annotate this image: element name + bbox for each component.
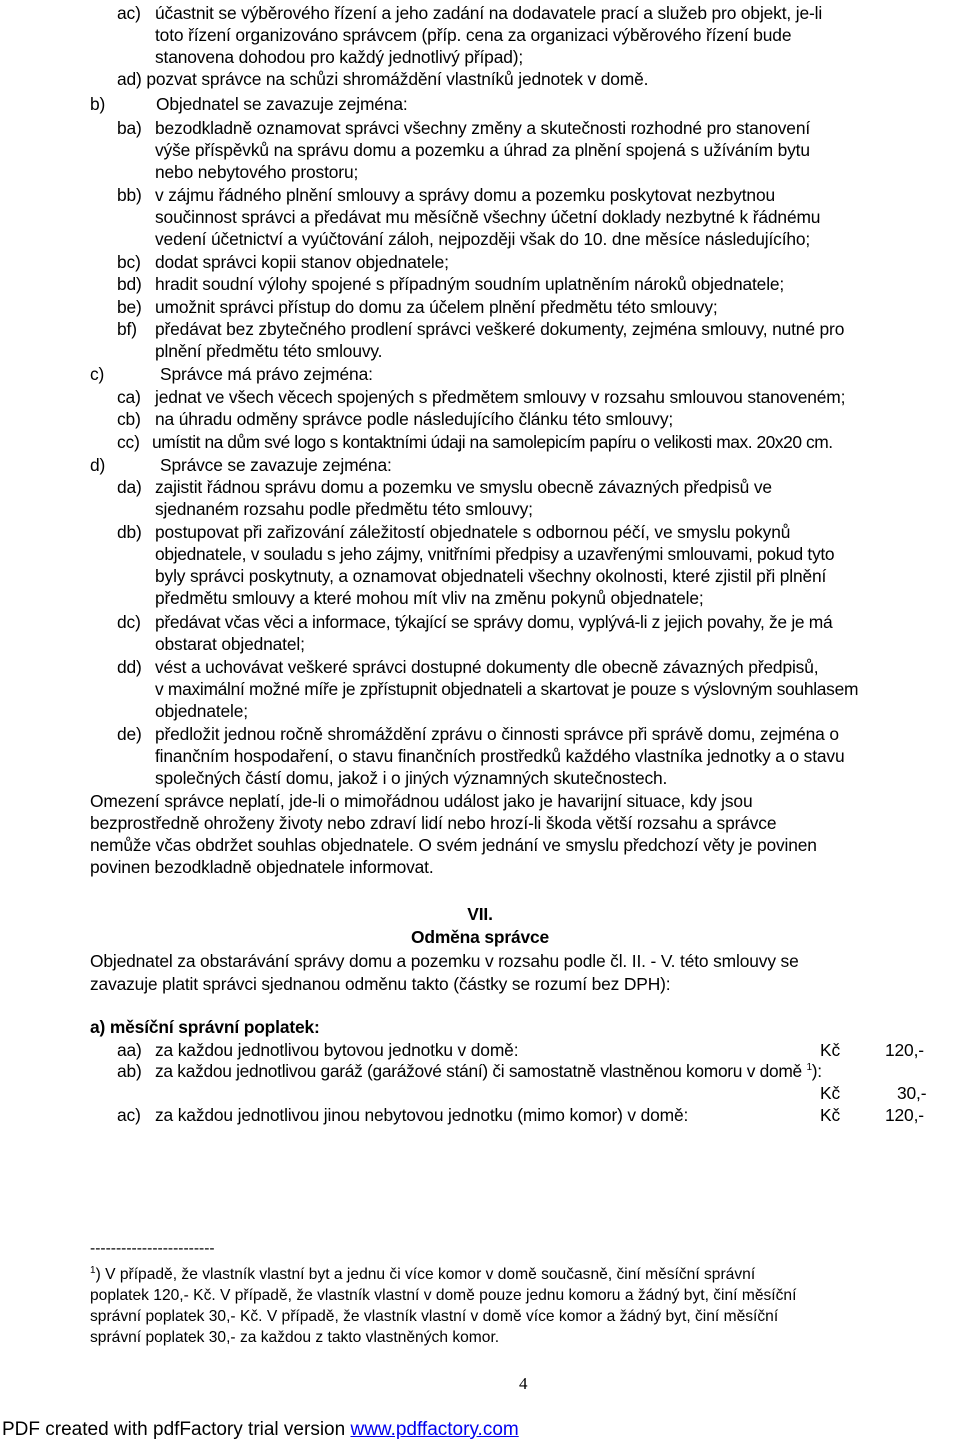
item-label-be: be) xyxy=(117,297,142,317)
item-label-dd: dd) xyxy=(117,657,142,677)
item-label-da: da) xyxy=(117,477,142,497)
item-db-line: postupovat při zařizování záležitostí objednatele s odbornou péčí, ve smyslu pokynů xyxy=(155,522,791,542)
item-label-ba: ba) xyxy=(117,118,142,138)
item-ba-line: bezodkladně oznamovat správci všechny změny a skutečnosti rozhodné pro stanovení xyxy=(155,118,811,138)
pdf-footer-text: PDF created with pdfFactory trial version xyxy=(2,1419,351,1440)
footnote-ref[interactable]: 1 xyxy=(806,1062,812,1074)
item-dd-line: objednatele; xyxy=(155,701,248,721)
item-label-de: de) xyxy=(117,724,142,744)
item-label-db: db) xyxy=(117,522,142,542)
item-dd-line: vést a uchovávat veškeré správci dostupné dokumenty dle obecně závazných předpisů, xyxy=(155,657,819,677)
item-label-bf: bf) xyxy=(117,319,137,339)
item-label-ac: ac) xyxy=(117,3,141,23)
item-bc-line: dodat správci kopii stanov objednatele; xyxy=(155,252,449,272)
fee-aa-text: za každou jednotlivou bytovou jednotku v domě: xyxy=(155,1040,519,1060)
item-bb-line: součinnost správci a předávat mu měsíčně všechny účetní doklady nezbytné k řádnému xyxy=(155,207,821,227)
item-da-line: sjednaném rozsahu podle předmětu této smlouvy; xyxy=(155,499,533,519)
footnote-line: poplatek 120,- Kč. V případě, že vlastník vlastní v domě pouze jednu komoru a žádný byt, činí měsíční xyxy=(90,1287,797,1304)
item-label-ab: ab) xyxy=(117,1061,142,1081)
article-number: VII. xyxy=(467,904,493,924)
item-de-line: společných částí domu, jakož i o jiných významných skutečnostech. xyxy=(155,768,668,788)
paragraph-line: povinen bezodkladně objednatele informovat. xyxy=(90,857,434,877)
fee-aa-currency: Kč xyxy=(820,1040,840,1060)
section-b-heading: Objednatel se zavazuje zejména: xyxy=(156,94,408,114)
page-number: 4 xyxy=(519,1374,528,1393)
pdffactory-link[interactable]: www.pdffactory.com xyxy=(350,1419,519,1440)
item-label-cb: cb) xyxy=(117,409,141,429)
item-ba-line: výše příspěvků na správu domu a pozemku a úhrad za plnění spojená s užíváním bytu xyxy=(155,140,810,160)
item-ac-line: toto řízení organizováno správcem (příp. cena za organizaci výběrového řízení bude xyxy=(155,25,792,45)
section-d-heading: Správce se zavazuje zejména: xyxy=(160,455,392,475)
fees-heading: a) měsíční správní poplatek: xyxy=(90,1017,320,1037)
item-label-cc: cc) xyxy=(117,432,140,452)
item-de-line: finančním hospodaření, o stavu finančních prostředků každého vlastníka jednotky a o stavu xyxy=(155,746,845,766)
item-bf-line: předávat bez zbytečného prodlení správci veškeré dokumenty, zejména smlouvy, nutné pro xyxy=(155,319,845,339)
section-c-label: c) xyxy=(90,364,105,384)
footnote-line: správní poplatek 30,- za každou z takto vlastněných komor. xyxy=(90,1329,500,1346)
item-ad-line: ad) pozvat správce na schůzi shromáždění vlastníků jednotek v domě. xyxy=(117,69,649,89)
item-cc-line: umístit na dům své logo s kontaktními údaji na samolepicím papíru o velikosti max. 20x20 cm. xyxy=(152,432,833,452)
fee-ab-suffix: ): xyxy=(811,1061,822,1081)
item-db-line: objednatele, v souladu s jeho zájmy, vnitřními předpisy a uzavřenými smlouvami, pokud tyto xyxy=(155,544,835,564)
section-c-heading: Správce má právo zejména: xyxy=(160,364,373,384)
item-ac-line: účastnit se výběrového řízení a jeho zadání na dodavatele prací a služeb pro objekt, je-li xyxy=(155,3,823,23)
item-db-line: byly správci poskytnuty, a oznamovat objednateli všechny okolnosti, které zjistil při plnění xyxy=(155,566,827,586)
paragraph-line: nemůže včas obdržet souhlas objednatele. O svém jednání ve smyslu předchozí věty je povinen xyxy=(90,835,817,855)
section-b-label: b) xyxy=(90,94,106,114)
item-label-bd: bd) xyxy=(117,274,142,294)
item-be-line: umožnit správci přístup do domu za účelem plnění předmětu této smlouvy; xyxy=(155,297,718,317)
pdf-footer xyxy=(2,1419,519,1441)
item-dc-line: předávat včas věci a informace, týkající se správy domu, vyplývá-li z jejich povahy, že je má xyxy=(155,612,833,632)
item-da-line: zajistit řádnou správu domu a pozemku ve smyslu obecně závazných předpisů ve xyxy=(155,477,772,497)
item-ac-line: stanovena dohodou pro každý jednotlivý případ); xyxy=(155,47,524,67)
fee-ab-text xyxy=(155,1060,822,1082)
item-bb-line: vedení účetnictví a vyúčtování záloh, nejpozději však do 10. dne měsíce následujícího; xyxy=(155,229,811,249)
item-label-ac2: ac) xyxy=(117,1105,141,1125)
item-label-ca: ca) xyxy=(117,387,141,407)
fee-ab-text-main: za každou jednotlivou garáž (garážové stání) či samostatně vlastněnou komoru v domě xyxy=(155,1061,802,1081)
item-dc-line: obstarat objednatel; xyxy=(155,634,305,654)
item-bb-line: v zájmu řádného plnění smlouvy a správy domu a pozemku poskytovat nezbytnou xyxy=(155,185,775,205)
footnote-text: V případě, že vlastník vlastní byt a jednu či více komor v domě současně, činí měsíční správní xyxy=(105,1266,756,1283)
fee-ab-currency: Kč xyxy=(820,1083,840,1103)
footnote-line xyxy=(90,1264,755,1285)
section-d-label: d) xyxy=(90,455,106,475)
item-cb-line: na úhradu odměny správce podle následujícího článku této smlouvy; xyxy=(155,409,674,429)
paragraph-line: bezprostředně ohroženy životy nebo zdraví lidí nebo hrozí-li škoda větší rozsahu a správce xyxy=(90,813,777,833)
fee-ac-text: za každou jednotlivou jinou nebytovou jednotku (mimo komor) v domě: xyxy=(155,1105,689,1125)
item-ba-line: nebo nebytového prostoru; xyxy=(155,162,359,182)
item-dd-line: v maximální možné míře je zpřístupnit objednateli a skartovat je pouze s výslovným souhlasem xyxy=(155,679,859,699)
item-de-line: předložit jednou ročně shromáždění zprávu o činnosti správce při správě domu, zejména o xyxy=(155,724,839,744)
item-db-line: předmětu smlouvy a které mohou mít vliv na změnu pokynů objednatele; xyxy=(155,588,704,608)
article-intro-line: Objednatel za obstarávání správy domu a pozemku v rozsahu podle čl. II. - V. této smlouvy se xyxy=(90,951,799,971)
footnote-line: správní poplatek 30,- Kč. V případě, že vlastník vlastní v domě více komor a žádný byt, činí měsíční xyxy=(90,1308,779,1325)
item-label-dc: dc) xyxy=(117,612,141,632)
article-title: Odměna správce xyxy=(410,927,550,947)
footnote-separator: ------------------------ xyxy=(90,1240,215,1257)
item-label-aa: aa) xyxy=(117,1040,142,1060)
item-bd-line: hradit soudní výlohy spojené s případným soudním uplatněním nároků objednatele; xyxy=(155,274,785,294)
fee-aa-amount: 120,- xyxy=(885,1040,924,1060)
item-ca-line: jednat ve všech věcech spojených s předmětem smlouvy v rozsahu smlouvou stanoveném; xyxy=(155,387,846,407)
footnote-marker: 1 xyxy=(90,1264,96,1276)
footnote-marker-close: ) xyxy=(95,1266,101,1283)
fee-ac-currency: Kč xyxy=(820,1105,840,1125)
paragraph-line: Omezení správce neplatí, jde-li o mimořádnou událost jako je havarijní situace, kdy jsou xyxy=(90,791,753,811)
item-label-bc: bc) xyxy=(117,252,141,272)
fee-ac-amount: 120,- xyxy=(885,1105,924,1125)
article-intro-line: zavazuje platit správci sjednanou odměnu takto (částky se rozumí bez DPH): xyxy=(90,974,671,994)
item-bf-line: plnění předmětu této smlouvy. xyxy=(155,341,383,361)
item-label-bb: bb) xyxy=(117,185,142,205)
fee-ab-amount: 30,- xyxy=(897,1083,927,1103)
